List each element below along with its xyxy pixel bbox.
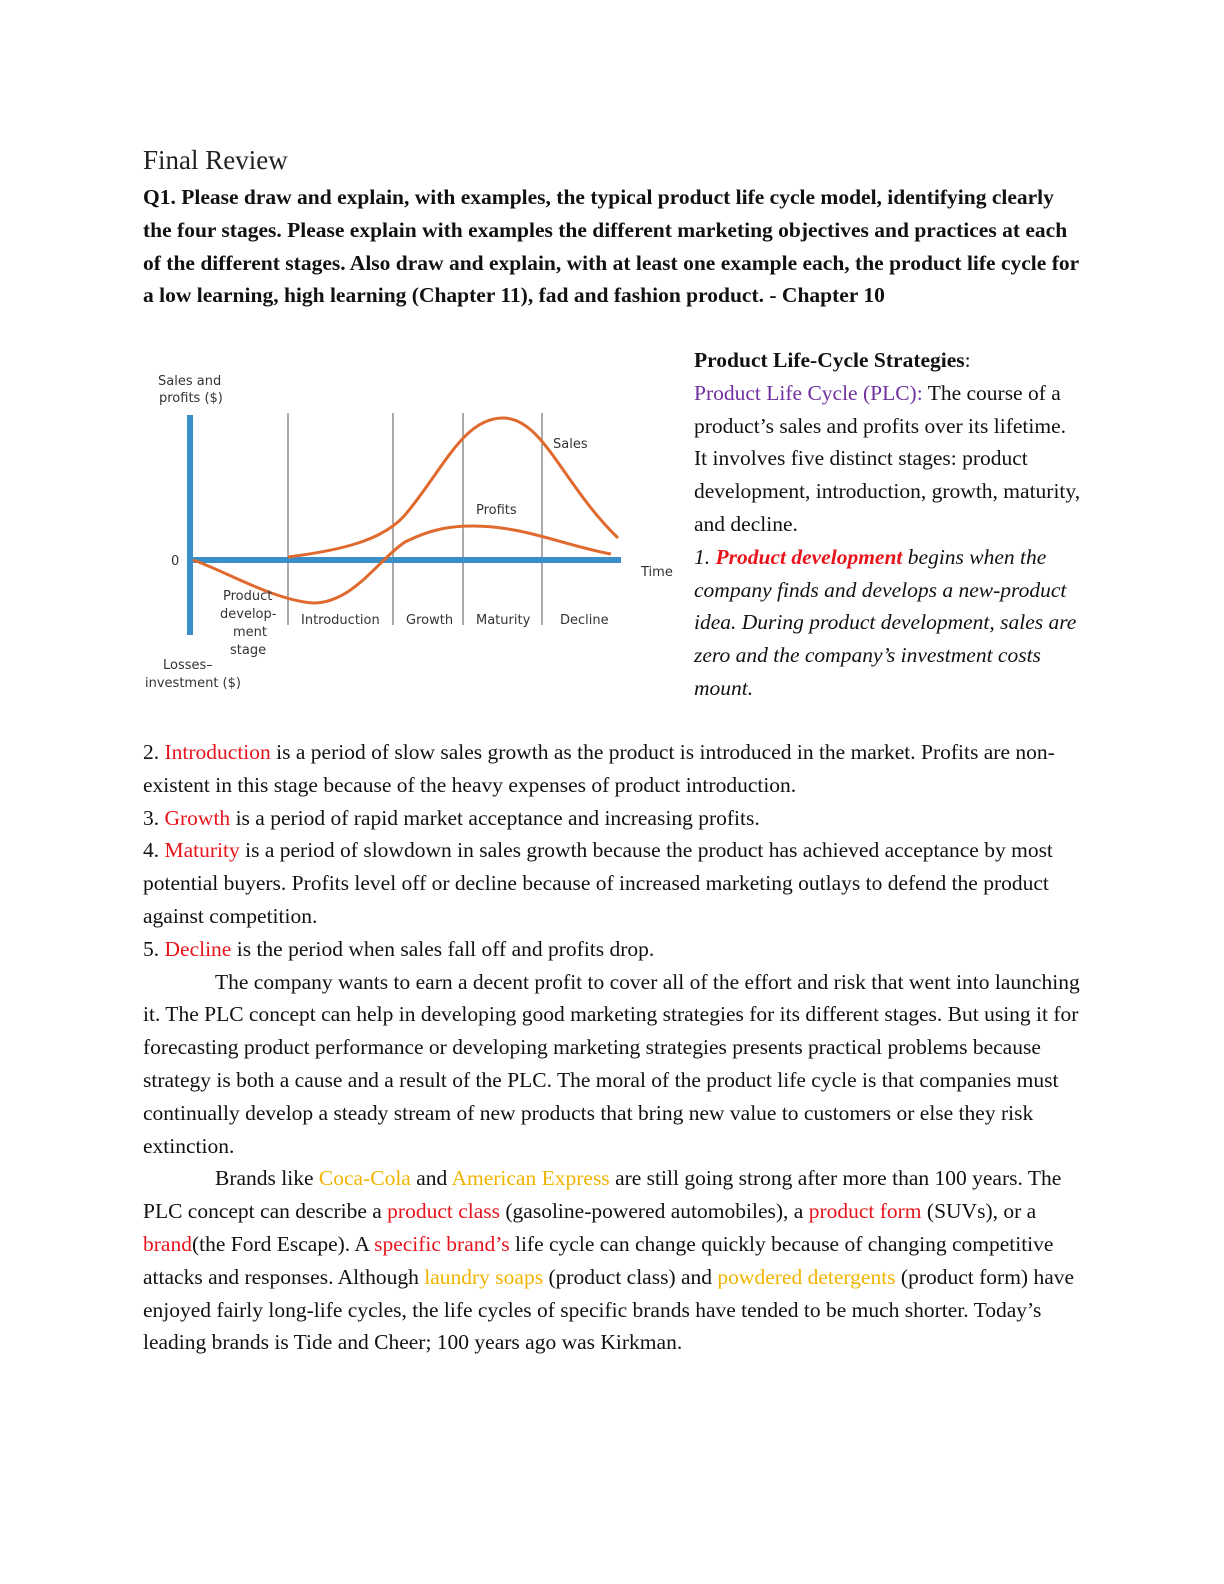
page-title: Final Review [143,145,288,175]
sales-label: Sales [553,437,588,452]
plc-term: Product Life Cycle (PLC): [694,380,923,405]
stage-3-text: is a period of rapid market acceptance and increasing profits. [230,805,760,830]
plc-heading: Product Life-Cycle Strategies [694,348,965,372]
plc-heading-line [694,344,1084,377]
stage-2-number: 2. [143,740,165,764]
stage-3-growth [143,802,1083,835]
example-laundry-soaps: laundry soaps [424,1264,544,1289]
stage-4-number: 4. [143,838,165,863]
plc-heading-colon: : [964,348,971,372]
brands-text-7: life cycle can change quickly because of changing competitive attacks and responses. Although [143,1231,1054,1289]
paragraph-brands [143,1162,1083,1359]
brands-text-8: (product class) and [543,1264,718,1289]
brands-text-9: (product form) have enjoyed fairly long-life cycles, the life cycles of specific brands have tended to be much shorter. Today’s leading brands is Tide and Cheer; 100 years ago was Kirkman. [143,1264,1075,1355]
stage-1-text: begins when the company finds and develops a new-product idea. During product development, sales are zero and the company’s investment costs mount. [694,544,1077,700]
brands-text-2: and [410,1166,452,1191]
stage-growth-label: Growth [406,613,454,628]
profits-label: Profits [476,503,517,518]
brand-coca-cola: Coca-Cola [318,1166,411,1191]
term-product-class: product class [387,1199,501,1224]
y-axis-label-top-2: profits ($) [159,391,223,406]
question-text: Q1. Please draw and explain, with examples, the typical product life cycle model, identifying clearly the four stages. Please explain with examples the different marketing objectives and practices at each of the different stages. Also draw and explain, with at least one example each, the product life cycle for a low learning, high learning (Chapter 11), fad and fashion product. - Chapter 10 [143,185,1079,308]
brands-text-5: (SUVs), or a [921,1199,1037,1224]
stage-4-maturity [143,834,1083,932]
stage-1-term: Product development [715,544,903,569]
stage-2-introduction [143,736,1083,802]
paragraph-plc-concept: The company wants to earn a decent profit to cover all of the effort and risk that went into launching it. The PLC concept can help in developing good marketing strategies for its different stages. But using it for forecasting product performance or developing marketing strategies presents practical problems because strategy is both a cause and a result of the PLC. The moral of the product life cycle is that companies must continually develop a steady stream of new products that bring new value to customers or else they risk extinction. [143,969,1080,1158]
plc-definition [694,377,1084,541]
y-axis-label-bottom-2: investment ($) [145,676,241,691]
stage-dev-label-4: stage [230,643,267,658]
plc-definition-text: The course of a product’s sales and profits over its lifetime. It involves five distinct stages: product development, introduction, growth, maturity, and decline. [694,380,1081,536]
stage-decline-label: Decline [560,613,609,628]
term-brand: brand [143,1231,192,1256]
stage-dev-label-3: ment [233,625,267,640]
zero-label: 0 [171,554,180,569]
brand-american-express: American Express [451,1166,610,1191]
stage-5-term: Decline [164,936,232,961]
y-axis [187,415,193,635]
stage-intro-label: Introduction [301,613,380,628]
stage-2-term: Introduction [164,740,271,764]
stage-4-text: is a period of slowdown in sales growth because the product has achieved acceptance by most potential buyers. Profits level off or decline because of increased marketing outlays to defend the product against competition. [143,838,1053,928]
time-label: Time [641,565,673,580]
body-text [143,736,1083,1359]
stage-1-number: 1. [694,544,716,569]
y-axis-label-top-1: Sales and [158,374,222,389]
stage-5-decline [143,933,1083,966]
stage-5-number: 5. [143,936,165,961]
plc-strategies-section [694,344,1084,705]
brands-text-1: Brands like [215,1166,319,1191]
stage-1-product-development [694,541,1084,705]
stage-5-text: is the period when sales fall off and profits drop. [231,936,655,961]
brands-text-6: (the Ford Escape). A [191,1231,375,1256]
stage-2-text: is a period of slow sales growth as the product is introduced in the market. Profits are non-existent in this stage because of the heavy expenses of product introduction. [143,740,1055,797]
stage-3-term: Growth [164,805,231,830]
stage-dev-label-1: Product [223,589,273,604]
y-axis-label-bottom-1: Losses– [163,658,213,673]
example-powdered-detergents: powdered detergents [717,1264,896,1289]
stage-maturity-label: Maturity [476,613,531,628]
stage-4-term: Maturity [164,838,240,863]
brands-text-3: are still going strong after more than 100 years. The PLC concept can describe a [143,1166,1062,1224]
stage-3-number: 3. [143,805,165,830]
term-product-form: product form [808,1199,922,1224]
plc-diagram [143,360,683,700]
term-specific-brand: specific brand’s [374,1231,510,1256]
stage-dev-label-2: develop- [220,607,277,622]
brands-text-4: (gasoline-powered automobiles), a [500,1199,809,1224]
x-axis [187,557,621,563]
